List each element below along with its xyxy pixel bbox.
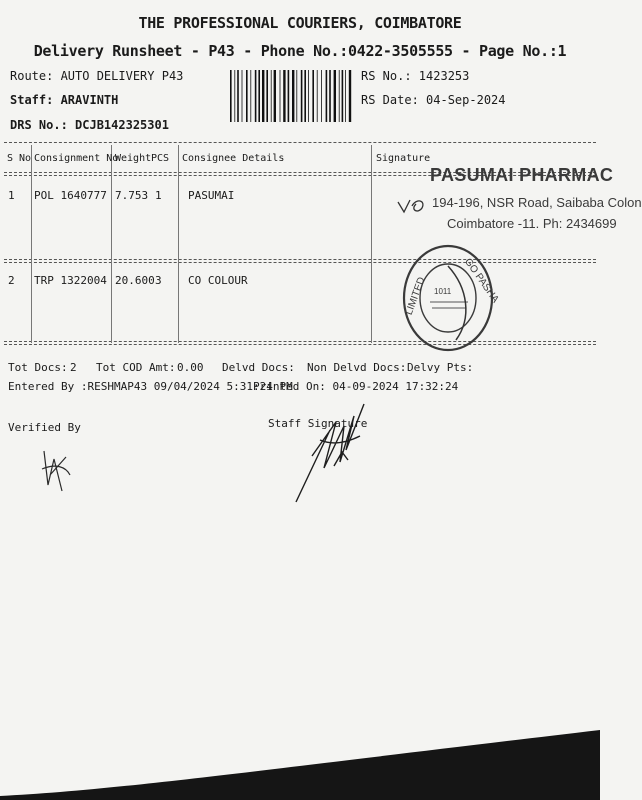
non-delvd-docs-label: Non Delvd Docs: — [307, 361, 407, 374]
barcode-bar — [237, 70, 239, 122]
table-bottom-rule — [4, 341, 596, 342]
barcode-bar — [301, 70, 303, 122]
barcode-bar — [246, 70, 248, 122]
verified-by-label: Verified By — [8, 421, 81, 434]
header-sno: S No — [7, 153, 32, 164]
barcode-bar — [255, 70, 257, 122]
header-consignee: Consignee Details — [182, 153, 285, 164]
header-consignment: Consignment No — [34, 153, 119, 164]
row-sno: 2 — [8, 274, 15, 287]
barcode-bar — [274, 70, 276, 122]
header-pcs: PCS — [151, 153, 170, 164]
row-consignee: PASUMAI — [188, 189, 235, 202]
barcode-bar — [326, 70, 328, 122]
barcode-bar — [283, 70, 285, 122]
table-top-rule — [4, 142, 596, 143]
pharmacy-stamp-name: PASUMAI PHARMAC — [430, 165, 614, 185]
row-weight: 20.600 — [115, 274, 155, 287]
header-weight: Weight — [115, 153, 152, 164]
barcode-bar — [234, 70, 235, 122]
col-line — [371, 145, 372, 343]
delvy-pts-label: Delvy Pts: — [407, 361, 474, 374]
printed-on: Printed On: 04-09-2024 17:32:24 — [253, 380, 459, 393]
barcode-bar — [242, 70, 243, 122]
runsheet-subtitle: Delivery Runsheet - P43 - Phone No.:0422-3505555 - Page No.:1 — [33, 42, 567, 60]
barcode-bar — [349, 70, 351, 122]
company-title: THE PROFESSIONAL COURIERS, COIMBATORE — [138, 14, 462, 32]
pharmacy-stamp-address-2: Coimbatore -11. Ph: 2434699 — [447, 216, 617, 231]
row-separator — [4, 259, 596, 260]
row-consignment: TRP 1322004 — [34, 274, 107, 287]
row-separator-2 — [4, 262, 596, 263]
tot-docs-value: 2 — [70, 361, 77, 374]
header-signature: Signature — [376, 153, 431, 164]
row-consignee: CO COLOUR — [188, 274, 248, 287]
barcode-bar — [342, 70, 344, 122]
tot-docs-label: Tot Docs: — [8, 361, 68, 374]
barcode-bar — [334, 70, 336, 122]
rs-date: RS Date: 04-Sep-2024 — [361, 93, 506, 107]
svg-text:LIMITED: LIMITED — [403, 275, 428, 317]
row-consignment: POL 1640777 — [34, 189, 107, 202]
col-line — [111, 145, 112, 343]
rs-number: RS No.: 1423253 — [361, 69, 470, 83]
barcode-bar — [292, 70, 294, 122]
col-line — [178, 145, 179, 343]
barcode-bar — [304, 70, 306, 122]
route-label: Route: AUTO DELIVERY P43 — [10, 69, 184, 83]
row-sno: 1 — [8, 189, 15, 202]
row-pcs: 1 — [155, 189, 162, 202]
tot-cod-label: Tot COD Amt: — [96, 361, 176, 374]
pharmacy-stamp-address-1: 194-196, NSR Road, Saibaba Colon — [432, 195, 642, 210]
row-pcs: 3 — [155, 274, 162, 287]
barcode-bar — [262, 70, 264, 122]
barcode-bar — [230, 70, 232, 122]
barcode-bar — [329, 70, 331, 122]
staff-label: Staff: ARAVINTH — [10, 93, 119, 107]
barcode-bar — [280, 70, 281, 122]
table-bottom-rule-2 — [4, 344, 596, 345]
drs-number: DRS No.: DCJB142325301 — [10, 118, 169, 132]
barcode-bar — [339, 70, 340, 122]
col-line — [31, 145, 32, 343]
barcode-bar — [308, 70, 309, 122]
scan-edge-shadow — [0, 700, 600, 800]
barcode-bar — [321, 70, 322, 122]
delvd-docs-label: Delvd Docs: — [222, 361, 295, 374]
verifier-signature — [36, 445, 76, 497]
staff-signature — [290, 396, 370, 506]
barcode-bar — [250, 70, 251, 122]
barcode-bar — [317, 70, 318, 122]
staff-signature-label: Staff Signature — [268, 417, 368, 430]
barcode-bar — [258, 70, 260, 122]
row-weight: 7.753 — [115, 189, 149, 202]
barcode-bar — [266, 70, 268, 122]
tot-cod-value: 0.00 — [177, 361, 204, 374]
barcode-bar — [271, 70, 272, 122]
round-seal — [398, 238, 501, 358]
barcode-bar — [288, 70, 290, 122]
barcode — [230, 70, 352, 122]
entered-by: Entered By :RESHMAP43 09/04/2024 5:31:24 PM — [8, 380, 293, 393]
svg-text:1011: 1011 — [434, 287, 452, 296]
receiver-initials — [396, 196, 430, 218]
barcode-bar — [312, 70, 314, 122]
barcode-bar — [296, 70, 297, 122]
barcode-bar — [345, 70, 346, 122]
svg-text:GO PASHA: GO PASHA — [462, 256, 501, 305]
